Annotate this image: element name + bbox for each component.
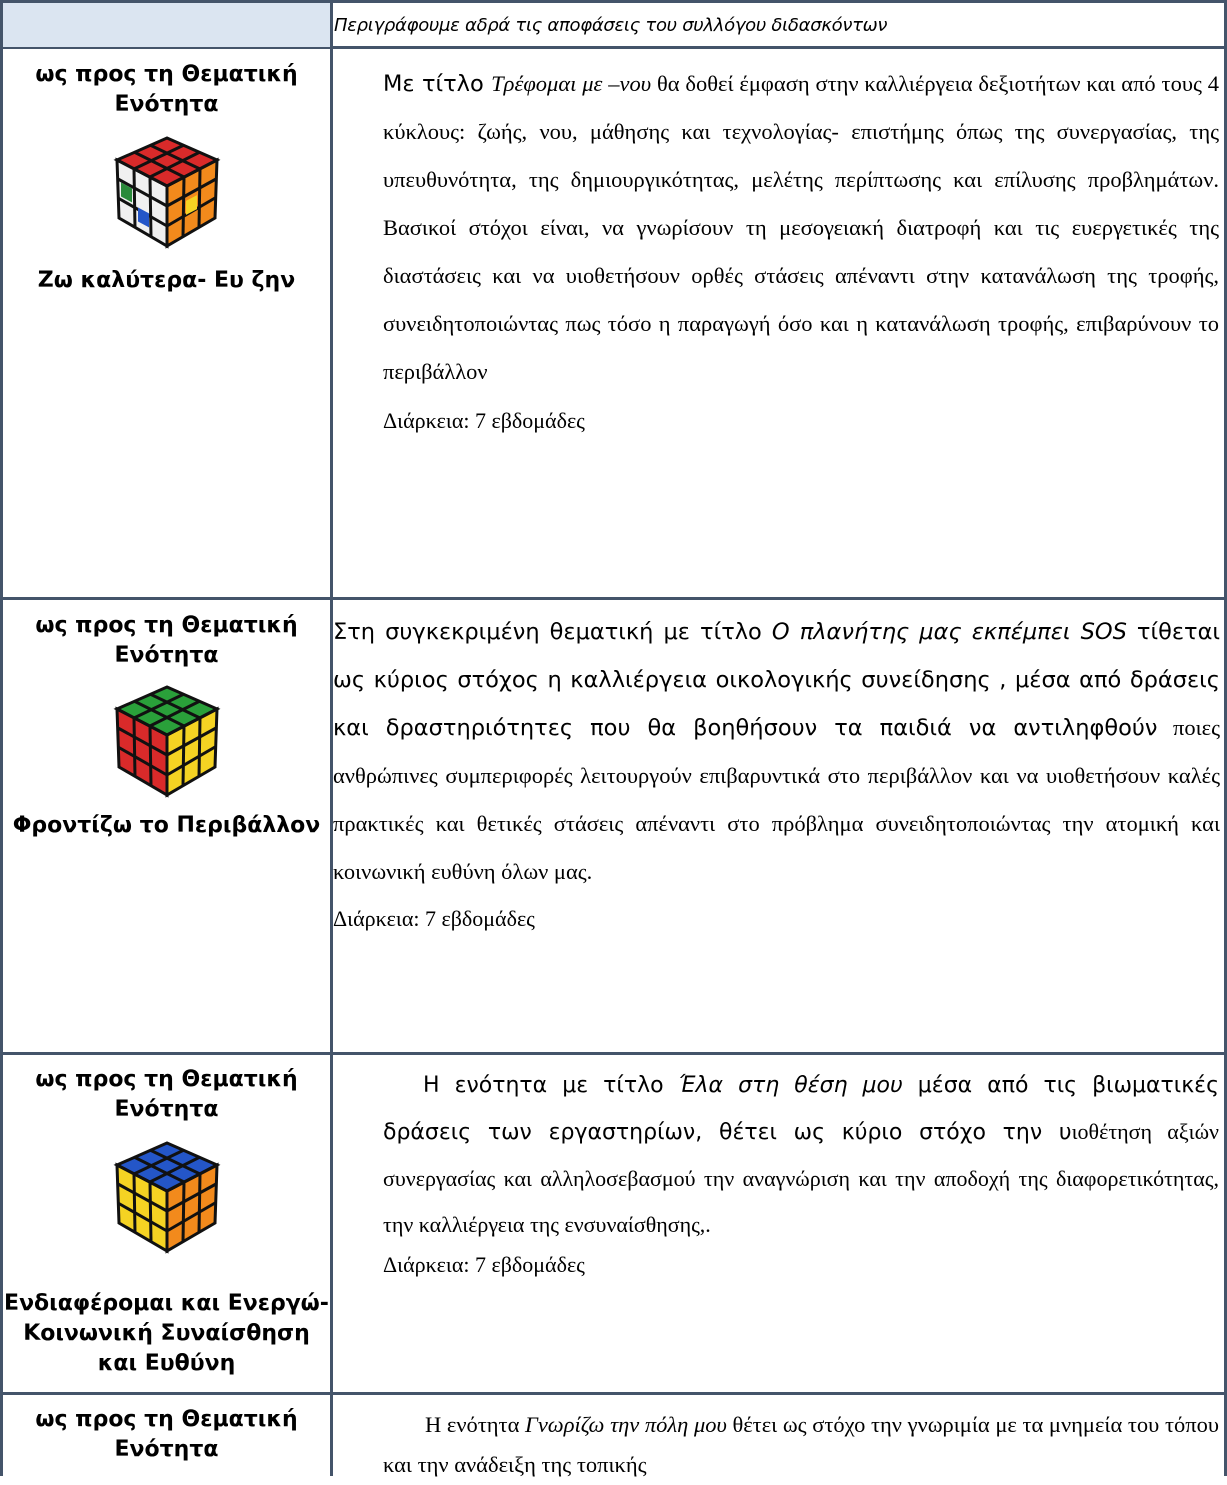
rubiks-cube-icon — [105, 679, 229, 803]
header-description: Περιγράφουμε αδρά τις αποφάσεις του συλλόγου διδασκόντων — [334, 15, 888, 36]
row-label-top: ως προς τη Θεματική Ενότητα — [35, 1407, 298, 1462]
row-label-top: ως προς τη Θεματική Ενότητα — [35, 613, 298, 668]
description-text-cont: ιοθέτηση αξιών συνεργασίας και αλληλοσεβασμού την αναγνώριση και την αποδοχή της διαφορετικότητας, την καλλιέργεια της ενσυναίσθησης,. — [383, 1119, 1219, 1237]
row-content-cell — [383, 1405, 1219, 1485]
row-label-cell — [3, 611, 330, 841]
row-label-bottom: Ζω καλύτερα- Ευ ζην — [37, 268, 296, 293]
row-divider — [0, 597, 1227, 600]
description-text: θα δοθεί έμφαση στην καλλιέργεια δεξιοτήτων και από τους 4 κύκλους: ζωής, νου, μάθησης και τεχνολογίας- επιστήμης όπως της συνεργασίας, της υπευθυνότητα, της δημιουργικότητας, μελέτης περίπτωσης και επίλυσης προβλημάτων. Βασικοί στόχοι είναι, να γνωρίσουν τη μεσογειακή διατροφή και τις ευεργετικές της διαστάσεις και να υιοθετήσουν ορθές στάσεις απέναντι στην κατανάλωση της τροφής, συνειδητοποιώντας πως τόσο η παραγωγή όσο και η κατανάλωση τροφής, επιβαρύνουν το περιβάλλον — [383, 71, 1219, 384]
row-description — [333, 608, 1220, 896]
module-title: Ο πλανήτης μας εκπέμπει SOS — [771, 619, 1127, 645]
duration-text: Διάρκεια: 7 εβδομάδες — [383, 1252, 585, 1277]
duration-text: Διάρκεια: 7 εβδομάδες — [383, 408, 585, 433]
row-label-cell — [3, 1405, 330, 1465]
description-text-cont: ποιες ανθρώπινες συμπεριφορές λειτουργούν επιβαρυντικά στο περιβάλλον και να υιοθετήσουν καλές πρακτικές και θετικές στάσεις απέναντι στο πρόβλημα συνειδητοποιώντας την ατομική και κοινωνική ευθύνη όλων μας. — [333, 715, 1220, 884]
row-description — [383, 60, 1219, 396]
module-title: Έλα στη θέση μου — [678, 1073, 903, 1098]
row-description — [383, 1062, 1219, 1248]
description-text: τίθεται ως κύριος στόχος η καλλιέργεια οικολογικής συνείδησης , μέσα από δράσεις και δραστηριότητες που θα βοηθήσουν τα παιδιά να αντιληφθούν — [333, 619, 1221, 741]
rubiks-cube-icon — [105, 1135, 229, 1259]
row-content-cell — [333, 608, 1220, 932]
description-lead: Με τίτλο — [383, 71, 492, 97]
description-text-sans: θέτει ως κύριο στόχο την υ — [718, 1120, 1072, 1145]
rubiks-cube-icon — [105, 130, 229, 254]
header-left-cell — [3, 3, 330, 47]
description-lead: Η ενότητα — [425, 1412, 526, 1437]
row-label-cell — [3, 60, 330, 296]
row-divider — [0, 1052, 1227, 1055]
duration-text: Διάρκεια: 7 εβδομάδες — [333, 906, 535, 931]
row-label-bottom: Φροντίζω το Περιβάλλον — [12, 813, 321, 838]
row-label-bottom: Ενδιαφέρομαι και Ενεργώ- Κοινωνική Συναίσθηση και Ευθύνη — [4, 1291, 329, 1376]
description-text: θέτει ως στόχο την γνωριμία με τα μνημεία του τόπου και την ανάδειξη της τοπικής — [383, 1412, 1219, 1477]
description-text: μέσα από τις βιωματικές δράσεις των εργαστηρίων, — [383, 1073, 1219, 1145]
description-lead: Η ενότητα με τίτλο — [423, 1073, 679, 1098]
row-content-cell — [383, 60, 1219, 434]
row-description — [383, 1405, 1219, 1485]
description-lead: Στη συγκεκριμένη θεματική με τίτλο — [333, 619, 772, 645]
row-divider — [0, 1392, 1227, 1395]
row-content-cell — [383, 1062, 1219, 1278]
module-title: Γνωρίζω την πόλη μου — [525, 1412, 727, 1437]
module-title: Τρέφομαι με –νου — [491, 71, 652, 96]
row-label-top: ως προς τη Θεματική Ενότητα — [35, 1067, 298, 1122]
row-label-top: ως προς τη Θεματική Ενότητα — [35, 62, 298, 117]
row-label-cell — [3, 1065, 330, 1379]
